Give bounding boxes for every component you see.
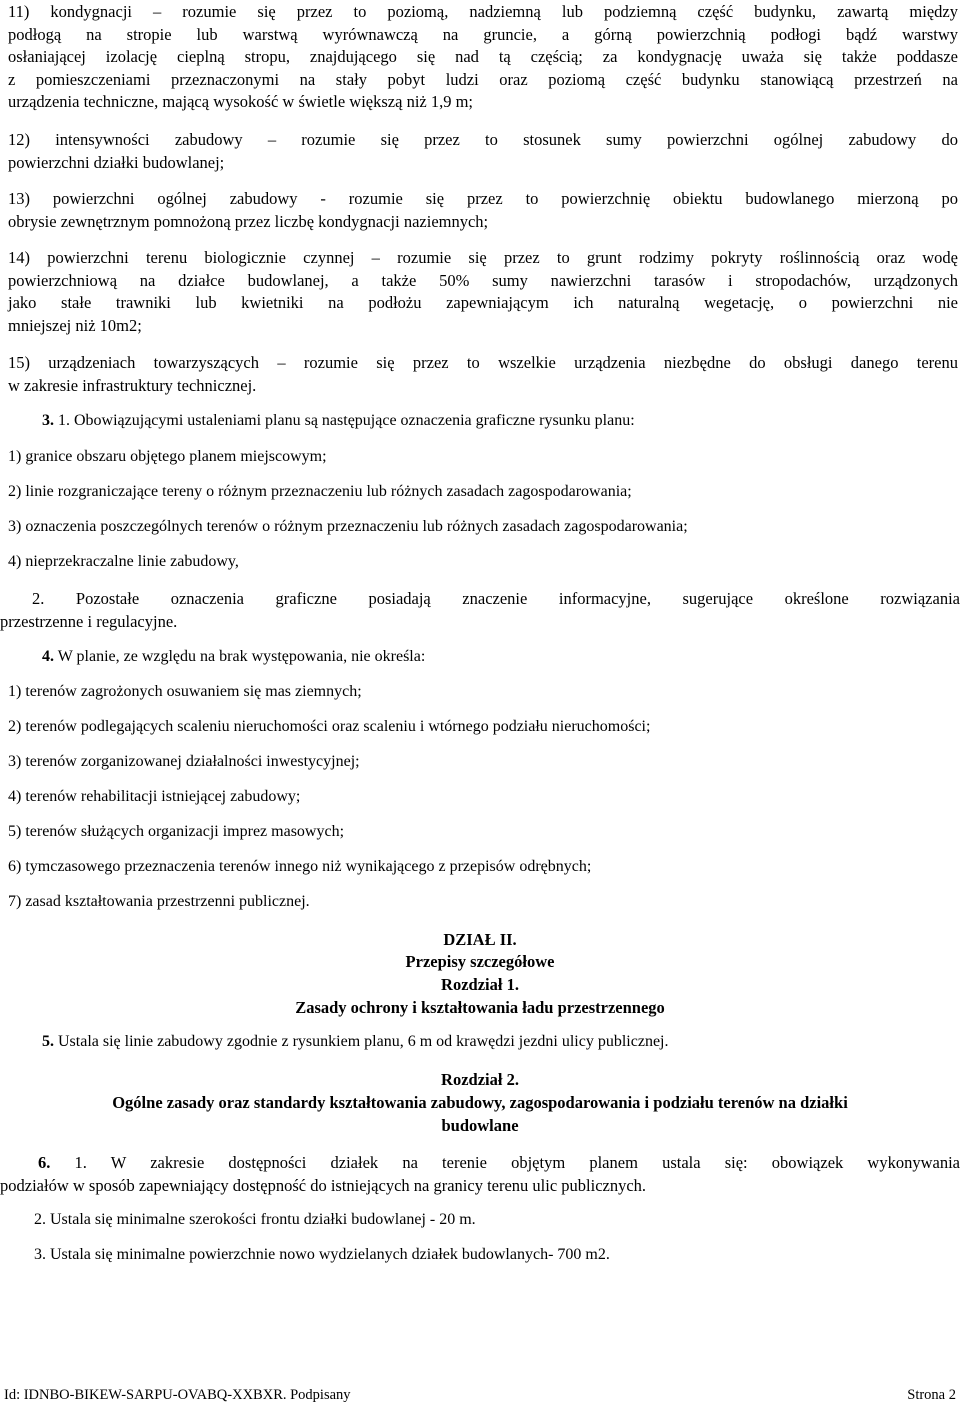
list-item: 7) zasad kształtowania przestrzenni publicznej. (8, 893, 310, 910)
definition-14 (8, 247, 958, 337)
list-item: 6) tymczasowego przeznaczenia terenów innego niż wynikającego z przepisów odrębnych; (8, 858, 592, 875)
chapter-2-title: Ogólne zasady oraz standardy kształtowania zabudowy, zagospodarowania i podziału terenów na działki (112, 1093, 848, 1112)
section-5 (28, 1033, 960, 1051)
chapter-2-title: budowlane (441, 1116, 519, 1135)
paragraph-line: 2. Pozostałe oznaczenia graficzne posiadają znaczenie informacyjne, sugerujące określone rozwiązania (32, 589, 960, 608)
definition-line: 13) powierzchni ogólnej zabudowy - rozumie się przez to powierzchnię obiektu budowlanego mierzoną po (8, 189, 958, 208)
definition-line: 14) powierzchni terenu biologicznie czynnej – rozumie się przez to grunt rodzimy pokryty roślinnością oraz wodę (8, 248, 958, 267)
definition-15 (8, 352, 958, 397)
definition-line: z pomieszczeniami przeznaczonymi na stały pobyt ludzi oraz poziomą część budynku stanowiącą przestrzeń na (8, 69, 958, 89)
definition-11 (8, 1, 958, 114)
chapter-1-title: Zasady ochrony i kształtowania ładu przestrzennego (295, 998, 665, 1017)
definition-line: 11) kondygnacji – rozumie się przez to poziomą, nadziemną lub podziemną część budynku, zawartą między (8, 2, 958, 21)
definition-line: urządzenia techniczne, mającą wysokość w świetle większą niż 1,9 m; (8, 92, 474, 111)
paragraph-line: podziałów w sposób zapewniający dostępność do istniejących na granicy terenu ulic publicznych. (0, 1175, 647, 1195)
section-6-paragraph-2: 2. Ustala się minimalne szerokości frontu działki budowlanej - 20 m. (34, 1211, 476, 1228)
chapter-1-heading: Rozdział 1. (441, 975, 519, 994)
definition-line: obrysie zewnętrznym pomnożoną przez liczbę kondygnacji naziemnych; (8, 211, 489, 231)
chapter-2-heading: Rozdział 2. (441, 1070, 519, 1089)
definition-line: jako stałe trawniki lub kwietniki na podłożu zapewniającym ich naturalną wegetację, o powierzchni nie (8, 293, 958, 312)
definition-line: w zakresie infrastruktury technicznej. (8, 375, 257, 395)
definition-line: 15) urządzeniach towarzyszących – rozumie się przez to wszelkie urządzenia niezbędne do obsługi danego terenu (8, 353, 958, 372)
definition-line: mniejszej niż 10m2; (8, 315, 142, 335)
section-6-paragraph-3: 3. Ustala się minimalne powierzchnie nowo wydzielanych działek budowlanych- 700 m2. (34, 1246, 610, 1263)
definition-line: powierzchni działki budowlanej; (8, 152, 225, 172)
page-number: Strona 2 (907, 1387, 956, 1403)
definition-line: osłaniającej izolację cieplną stropu, znajdującego się nad tą częścią; za kondygnację uważa się także poddasze (8, 47, 958, 66)
list-item: 1) granice obszaru objętego planem miejscowym; (8, 448, 327, 465)
section-number: 4. (42, 648, 54, 665)
definition-13 (8, 188, 958, 233)
section-text: Ustala się linie zabudowy zgodnie z rysunkiem planu, 6 m od krawędzi jezdni ulicy publicznej. (58, 1033, 669, 1050)
paragraph-line: przestrzenne i regulacyjne. (0, 611, 178, 631)
section-number: 5. (42, 1033, 54, 1050)
section-4-lead (28, 648, 960, 666)
section-text: 1. Obowiązującymi ustaleniami planu są następujące oznaczenia graficzne rysunku planu: (58, 412, 635, 429)
list-item: 3) terenów zorganizowanej działalności inwestycyjnej; (8, 753, 360, 770)
list-item: 1) terenów zagrożonych osuwaniem się mas ziemnych; (8, 683, 362, 700)
list-item: 4) terenów rehabilitacji istniejącej zabudowy; (8, 788, 301, 805)
section-3-paragraph-2 (0, 588, 960, 633)
paragraph-line (0, 1152, 960, 1175)
section-number: 6. (38, 1153, 51, 1172)
section-3-lead (28, 412, 960, 430)
list-item: 2) linie rozgraniczające tereny o różnym przeznaczeniu lub różnych zasadach zagospodarowania; (8, 483, 632, 500)
division-heading: DZIAŁ II. (443, 930, 517, 949)
section-6-lead (0, 1152, 960, 1197)
document-id: Id: IDNBO-BIKEW-SARPU-OVABQ-XXBXR. Podpisany (4, 1387, 351, 1403)
section-text: 1. W zakresie dostępności działek na terenie objętym planem ustala się: obowiązek wykonywania (74, 1153, 960, 1172)
list-item: 4) nieprzekraczalne linie zabudowy, (8, 553, 239, 570)
list-item: 2) terenów podlegających scaleniu nieruchomości oraz scaleniu i wtórnego podziału nieruchomości; (8, 718, 651, 735)
division-title: Przepisy szczegółowe (405, 952, 555, 971)
definition-line: powierzchniową na działce budowlanej, a także 50% sumy nawierzchni tarasów i stropodachów, urządzonych (8, 270, 958, 290)
definition-12 (8, 129, 958, 174)
list-item: 5) terenów służących organizacji imprez masowych; (8, 823, 345, 840)
list-item: 3) oznaczenia poszczególnych terenów o różnym przeznaczeniu lub różnych zasadach zagospodarowania; (8, 518, 688, 535)
section-text: W planie, ze względu na brak występowania, nie określa: (57, 648, 426, 665)
definition-line: 12) intensywności zabudowy – rozumie się przez to stosunek sumy powierzchni ogólnej zabudowy do (8, 130, 958, 149)
definition-line: podłogą na stropie lub warstwą wyrównawczą na gruncie, a górną powierzchnią podłogi bądź warstwy (8, 24, 958, 44)
section-number: 3. (42, 412, 54, 429)
